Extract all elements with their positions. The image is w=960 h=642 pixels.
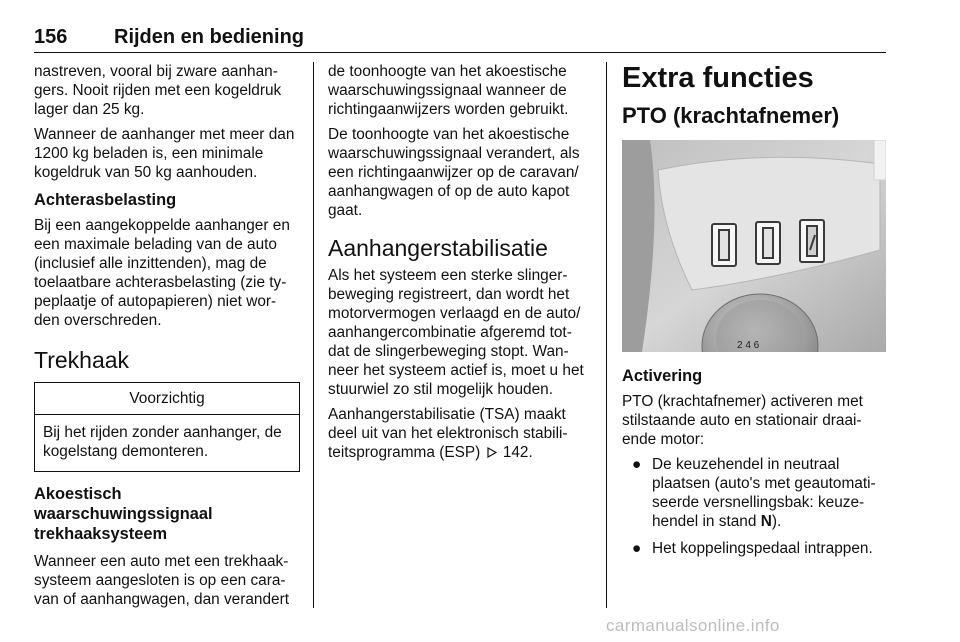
heading-extra-functions: Extra functies [622, 62, 814, 94]
heading-line: waarschuwingssignaal [34, 505, 213, 523]
heading-rear-axle-load: Achterasbelasting [34, 191, 177, 209]
list-item-text: Het koppelingspedaal intrappen. [652, 540, 873, 557]
instruction-list [622, 455, 888, 558]
column-middle [328, 62, 592, 468]
paragraph: Bij een aangekoppelde aanhanger en een maximale belading van de auto (inclusief alle inzittenden), mag de toelaatbare achterasbelasting (zie ty-peplaatje of autopapieren) niet wor-den overschreden. [34, 217, 290, 329]
caution-box [34, 382, 300, 472]
bullet-icon: ● [632, 456, 642, 473]
paragraph: Wanneer een auto met een trekhaak-systeem aangesloten is op een cara-van of aanhangwagen, dan verandert [34, 553, 289, 608]
paragraph-esp-reference [328, 405, 592, 462]
column-left [34, 62, 300, 615]
paragraph-text: Aanhangerstabilisatie (TSA) maakt deel uit van het elektronisch stabili-teitsprogramma (ESP) [328, 406, 568, 461]
heading-trailer-stability: Aanhangerstabilisatie [328, 235, 548, 261]
list-item [622, 455, 888, 531]
watermark: carmanualsonline.info [606, 616, 780, 635]
heading-activation: Activering [622, 367, 703, 385]
list-item [622, 539, 888, 558]
section-title: Rijden en bediening [114, 26, 305, 48]
paragraph: Wanneer de aanhanger met meer dan 1200 kg beladen is, een minimale kogeldruk van 50 kg aanhouden. [34, 126, 295, 181]
column-divider [606, 62, 607, 608]
paragraph: Als het systeem een sterke slinger-beweging registreert, dan wordt het motorvermogen verlaagd en de auto/ aanhangercombinatie afgeremd tot-dat de slingerbeweging stopt. Wan-neer het systeem actief is, moet u het stuurwiel zo stil mogelijk houden. [328, 267, 584, 398]
column-divider [313, 62, 314, 608]
gear-knob-digits: 2 4 6 [737, 340, 760, 351]
list-item-text: De keuzehendel in neutraal plaatsen (auto's met geautomati-seerde versnellingsbak: keuze-hendel in stand [652, 456, 876, 530]
caution-text: Bij het rijden zonder aanhanger, de kogelstang demonteren. [43, 424, 282, 460]
caution-title: Voorzichtig [35, 383, 299, 415]
gear-position-label: N [760, 513, 772, 530]
column-right [622, 62, 888, 566]
heading-towbar: Trekhaak [34, 347, 130, 373]
heading-pto: PTO (krachtafnemer) [622, 103, 840, 128]
paragraph: De toonhoogte van het akoestische waarschuwingssignaal verandert, als een richtingaanwijzer op de caravan/ aanhangwagen of op de auto kapot gaat. [328, 126, 580, 219]
page-reference-number[interactable]: 142. [502, 444, 533, 461]
paragraph: de toonhoogte van het akoestische waarschuwingssignaal wanneer de richtingaanwijzers worden gebruikt. [328, 63, 569, 118]
page-number: 156 [34, 26, 68, 48]
paragraph: nastreven, vooral bij zware aanhan-gers. Nooit rijden met een kogeldruk lager dan 25 kg. [34, 63, 282, 118]
page-header [34, 14, 886, 53]
list-item-text: ). [771, 513, 782, 530]
paragraph: PTO (krachtafnemer) activeren met stilstaande auto en stationair draai-ende motor: [622, 393, 863, 448]
heading-line: trekhaaksysteem [34, 525, 168, 543]
heading-acoustic-signal [34, 484, 300, 544]
bullet-icon: ● [632, 540, 642, 557]
heading-line: Akoestisch [34, 485, 122, 503]
page-reference-triangle-icon[interactable] [487, 447, 497, 458]
dashboard-switches-photo [622, 140, 886, 352]
